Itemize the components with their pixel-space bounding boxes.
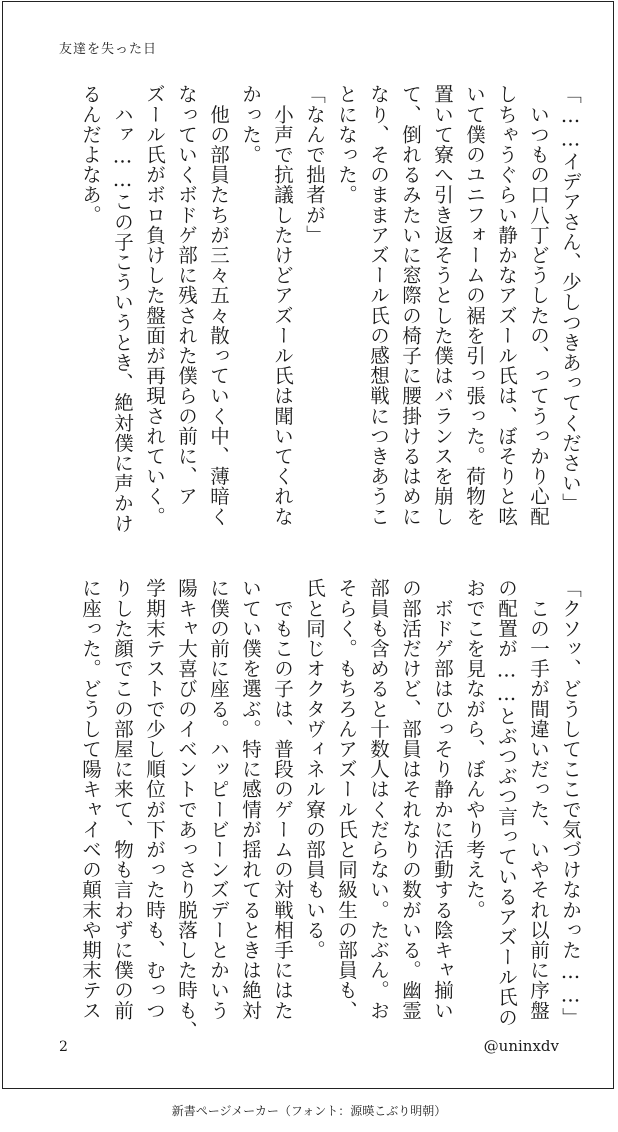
text-column: 陽キャ大喜びのイベントであっさり脱落した時も、	[175, 578, 198, 1041]
text-column: るんだよなあ。	[79, 84, 102, 225]
text-column: かった。	[239, 84, 262, 165]
book-page	[2, 1, 614, 1089]
text-column: いて僕のユニフォームの裾を引っ張った。荷物を	[463, 84, 486, 527]
lower-text-block	[43, 578, 583, 1041]
text-column: おでこを見ながら、ぼんやり考えた。	[463, 578, 486, 920]
text-column: 小声で抗議したけどアズール氏は聞いてくれな	[271, 84, 294, 527]
generator-credit: 新書ページメーカー（フォント：源暎こぶり明朝）	[171, 1104, 447, 1118]
text-column: に座った。どうして陽キャイベの顛末や期末テス	[79, 578, 102, 1021]
text-column: いつもの口八丁どうしたの、ってうっかり心配	[527, 84, 550, 527]
text-column: 「……イデアさん、少しつきあってください」	[559, 84, 582, 514]
upper-text-block	[43, 84, 583, 534]
text-column: 「クソッ、どうしてここで気づけなかった……」	[559, 578, 582, 1028]
page-number: 2	[59, 1039, 68, 1055]
text-column: 「なんで拙者が」	[303, 84, 326, 245]
author-handle: @uninxdv	[483, 1037, 559, 1055]
text-column: ハァ……この子こういうとき、絶対僕に声かけ	[111, 84, 134, 534]
text-column: 部員も含めると十数人はくだらない。たぶん。お	[367, 578, 390, 1021]
text-column: しちゃうぐらい静かなアズール氏は、ぼそりと呟	[495, 84, 518, 527]
text-column: に僕の前に座る。ハッピービーンズデーとかいう	[207, 578, 230, 1021]
text-column: なり、そのままアズール氏の感想戦につきあうこ	[367, 84, 390, 527]
text-column: そらく。もちろんアズール氏と同級生の部員も、	[335, 578, 358, 1021]
text-column: とになった。	[335, 84, 358, 205]
text-column: の配置が……とぶつぶつ言っているアズール氏の	[495, 578, 518, 1028]
text-column: 学期末テストで少し順位が下がった時も、むっつ	[143, 578, 166, 1021]
text-column: ズール氏がボロ負けした盤面が再現されていく。	[143, 84, 166, 527]
text-column: 氏と同じオクタヴィネル寮の部員もいる。	[303, 578, 326, 960]
text-column: 置いて寮へ引き返そうとした僕はバランスを崩し	[431, 84, 454, 527]
text-column: の部活だけど、部員はそれなりの数がいる。幽霊	[399, 578, 422, 1021]
text-column: いてい僕を選ぶ。特に感情が揺れてるときは絶対	[239, 578, 262, 1021]
running-head-title: 友達を失った日	[59, 42, 158, 57]
text-column: でもこの子は、普段のゲームの対戦相手にはた	[271, 578, 294, 1021]
text-column: なっていくボドゲ部に残された僕らの前に、ア	[175, 84, 198, 507]
text-column: りした顔でこの部屋に来て、物も言わずに僕の前	[111, 578, 134, 1021]
text-column: 他の部員たちが三々五々散っていく中、薄暗く	[207, 84, 230, 527]
text-column: この一手が間違いだった、いやそれ以前に序盤	[527, 578, 550, 1021]
text-column: ボドゲ部はひっそり静かに活動する陰キャ揃い	[431, 578, 454, 1021]
text-column: て、倒れるみたいに窓際の椅子に腰掛けるはめに	[399, 84, 422, 527]
